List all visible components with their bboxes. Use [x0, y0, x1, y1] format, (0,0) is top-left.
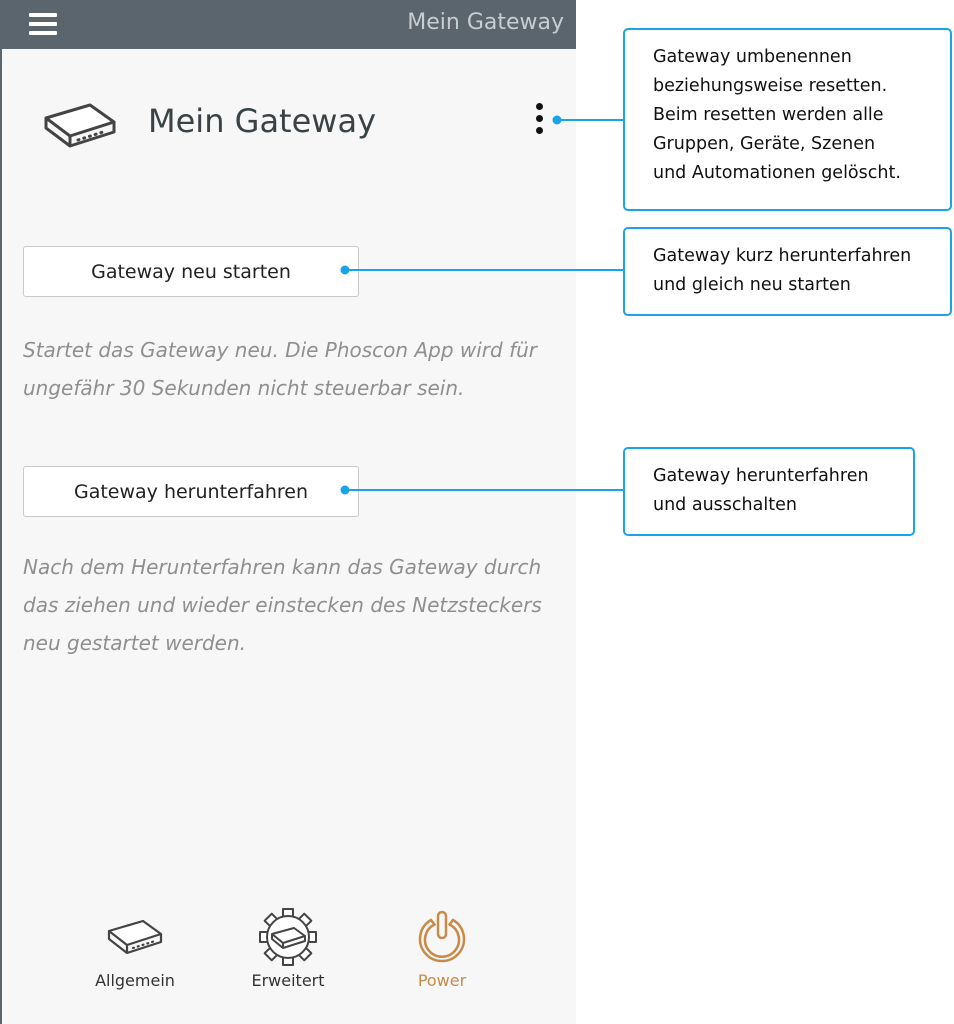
- bottom-navigation: [0, 905, 576, 1005]
- nav-label-power: Power: [417, 971, 467, 990]
- callout-text: und Automationen gelöscht.: [653, 163, 901, 183]
- callout-restart: [623, 227, 952, 316]
- nav-tab-power[interactable]: [382, 905, 502, 990]
- power-icon: [382, 905, 502, 969]
- shutdown-description: [23, 548, 563, 662]
- restart-description-line: ungefähr 30 Sekunden nicht steuerbar sein.: [23, 376, 465, 400]
- nav-tab-erweitert[interactable]: [228, 905, 348, 990]
- callout-text: und gleich neu starten: [653, 275, 851, 295]
- nav-label-allgemein: Allgemein: [95, 971, 175, 990]
- callout-text: beziehungsweise resetten.: [653, 76, 888, 96]
- shutdown-description-line: neu gestartet werden.: [23, 631, 247, 655]
- nav-label-erweitert: Erweitert: [251, 971, 325, 990]
- callout-text: Beim resetten werden alle: [653, 105, 884, 125]
- top-bar: [0, 0, 576, 49]
- callout-text: Gateway kurz herunterfahren: [653, 246, 912, 266]
- shutdown-gateway-button[interactable]: Gateway herunterfahren: [23, 466, 359, 517]
- hamburger-menu-icon[interactable]: [29, 13, 57, 35]
- restart-gateway-button[interactable]: Gateway neu starten: [23, 246, 359, 297]
- more-options-icon[interactable]: [530, 101, 550, 137]
- gateway-icon: [40, 100, 118, 154]
- callout-shutdown: [623, 447, 915, 536]
- shutdown-description-line: das ziehen und wieder einstecken des Netzsteckers: [23, 593, 542, 617]
- callout-menu: [623, 28, 952, 211]
- top-bar-title: Mein Gateway: [407, 10, 564, 35]
- gear-gateway-icon: [228, 905, 348, 969]
- left-border: [0, 49, 2, 1024]
- nav-tab-allgemein[interactable]: [75, 905, 195, 990]
- callout-text: und ausschalten: [653, 495, 797, 515]
- restart-description: [23, 331, 563, 407]
- restart-description-line: Startet das Gateway neu. Die Phoscon App wird für: [23, 338, 538, 362]
- shutdown-description-line: Nach dem Herunterfahren kann das Gateway durch: [23, 555, 542, 579]
- page-title: Mein Gateway: [148, 102, 376, 140]
- gateway-icon: [75, 905, 195, 969]
- callout-text: Gateway herunterfahren: [653, 466, 869, 486]
- callout-text: Gateway umbenennen: [653, 47, 852, 67]
- callout-text: Gruppen, Geräte, Szenen: [653, 134, 876, 154]
